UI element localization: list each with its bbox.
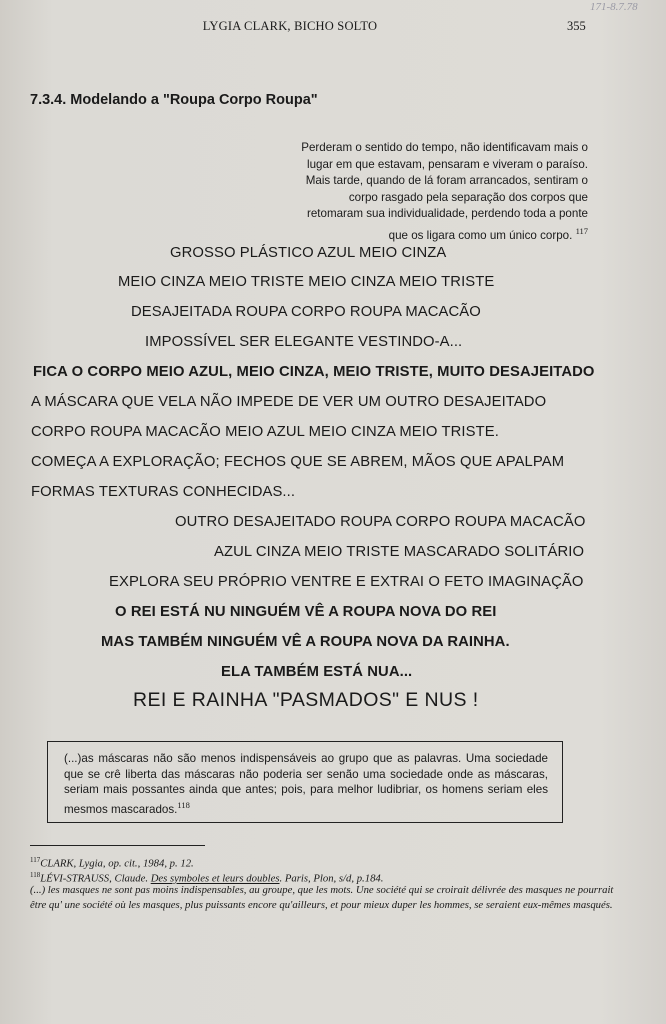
poem-line: EXPLORA SEU PRÓPRIO VENTRE E EXTRAI O FETO IMAGINAÇÃO (109, 574, 584, 590)
poem-line: COMEÇA A EXPLORAÇÃO; FECHOS QUE SE ABREM, MÃOS QUE APALPAM (31, 454, 565, 470)
footnote-ref: 118 (177, 799, 190, 810)
footnote-rest: . Paris, Plon, s/d, p.184. (279, 872, 384, 885)
footnote-ref: 117 (575, 225, 588, 236)
poem-line: MEIO CINZA MEIO TRISTE MEIO CINZA MEIO TRISTE (118, 274, 495, 290)
epigraph-line: lugar em que estavam, pensaram e viveram o paraíso. (307, 157, 588, 171)
poem-line: IMPOSSÍVEL SER ELEGANTE VESTINDO-A... (145, 334, 463, 350)
poem-line: FORMAS TEXTURAS CONHECIDAS... (31, 484, 296, 500)
poem-line: CORPO ROUPA MACACÃO MEIO AZUL MEIO CINZA MEIO TRISTE. (31, 424, 499, 440)
epigraph-line: retomaram sua individualidade, perdendo toda a ponte (306, 207, 588, 220)
poem-line: FICA O CORPO MEIO AZUL, MEIO CINZA, MEIO TRISTE, MUITO DESAJEITADO (33, 364, 595, 380)
poem-line: O REI ESTÁ NU NINGUÉM VÊ A ROUPA NOVA DO REI (115, 604, 497, 620)
epigraph (258, 140, 588, 244)
footnote-rule (30, 845, 205, 846)
poem-line: MAS TAMBÉM NINGUÉM VÊ A ROUPA NOVA DA RAINHA. (101, 634, 510, 650)
poem-line: ELA TAMBÉM ESTÁ NUA... (221, 664, 413, 680)
boxed-quote (47, 741, 563, 823)
footnote-number: 117 (30, 856, 41, 864)
epigraph-line-text: que os ligara como um único corpo. (388, 228, 573, 242)
page-number: 355 (567, 19, 586, 33)
footnote-book-title: Des symboles et leurs doubles (150, 872, 280, 885)
epigraph-line: corpo rasgado pela separação dos corpos que (348, 190, 588, 204)
epigraph-line: Mais tarde, quando de lá foram arrancados, sentiram o (305, 174, 588, 187)
footnote-number: 118 (30, 871, 41, 879)
pencil-annotation: 171-8.7.78 (590, 1, 638, 13)
footnote-author: LÉVI-STRAUSS, Claude. (40, 872, 149, 885)
poem-line: OUTRO DESAJEITADO ROUPA CORPO ROUPA MACACÃO (175, 514, 586, 530)
footnote-original-quote: (...) les masques ne sont pas moins indispensables, au groupe, que les mots. Une société qui se croirait délivrée des masques ne pourrait être qu' une société où les masques, plus puissants encore qu'ailleurs, et pour mieux duper les hommes, se seraient eux-mêmes masqués. (30, 884, 614, 911)
epigraph-line: Perderam o sentido do tempo, não identificavam mais o (301, 141, 588, 154)
poem-line: REI E RAINHA "PASMADOS" E NUS ! (133, 689, 479, 711)
section-title: 7.3.4. Modelando a "Roupa Corpo Roupa" (30, 92, 318, 108)
poem-line: GROSSO PLÁSTICO AZUL MEIO CINZA (170, 245, 447, 261)
boxed-quote-text: (...)as máscaras não são menos indispensáveis ao grupo que as palavras. Uma sociedade que se crê liberta das máscaras não poderia ser senão uma sociedade onde as máscaras, seriam mais possantes ainda que antes; pois, para melhor ludibriar, os homens seriam eles mesmos mascarados. (64, 752, 548, 816)
poem-line: AZUL CINZA MEIO TRISTE MASCARADO SOLITÁRIO (214, 544, 585, 560)
poem-line: DESAJEITADA ROUPA CORPO ROUPA MACACÃO (131, 304, 481, 320)
footnote-text: CLARK, Lygia, op. cit., 1984, p. 12. (40, 857, 194, 870)
poem-line: A MÁSCARA QUE VELA NÃO IMPEDE DE VER UM OUTRO DESAJEITADO (31, 394, 547, 410)
epigraph-line (258, 223, 588, 244)
running-header: LYGIA CLARK, BICHO SOLTO (202, 19, 378, 33)
